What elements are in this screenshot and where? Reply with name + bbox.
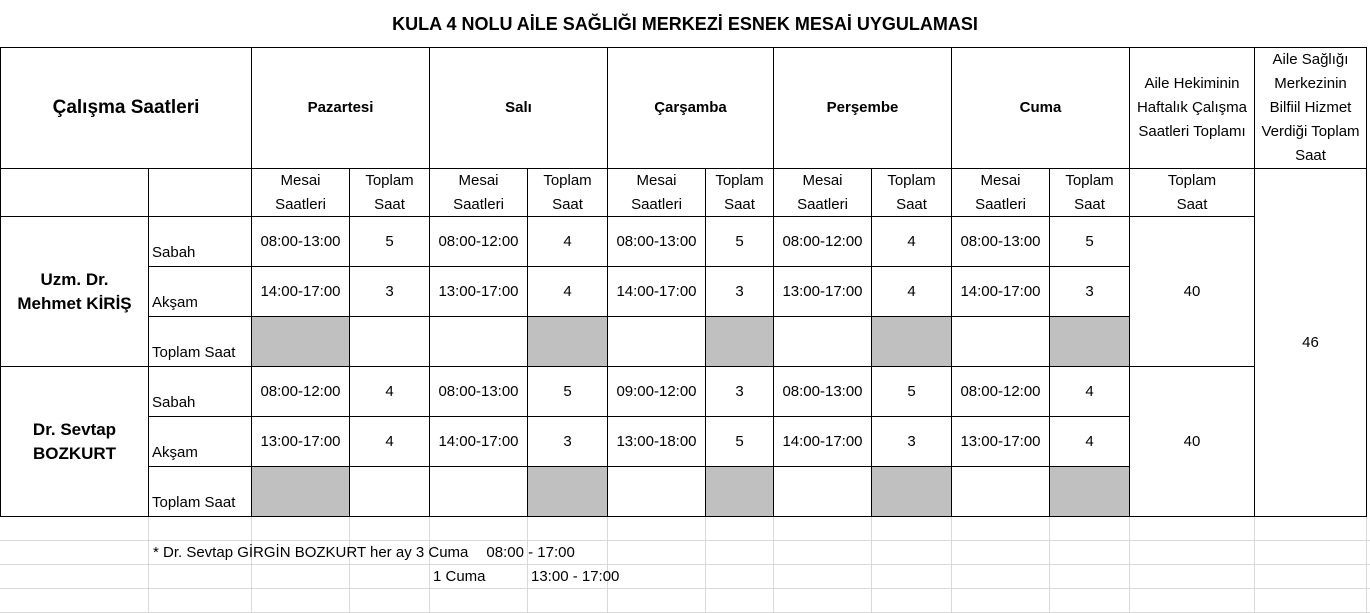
doctor-name-text: Uzm. Dr. Mehmet KİRİŞ: [17, 269, 132, 313]
col-header-hours-text: Mesai Saatleri: [631, 171, 682, 213]
empty-cell: [951, 466, 1050, 517]
shift-label: Sabah: [148, 216, 252, 267]
shaded-cell: [871, 316, 952, 367]
col-header-total-text: Toplam Saat: [1065, 171, 1114, 213]
page-title: KULA 4 NOLU AİLE SAĞLIĞI MERKEZİ ESNEK MESAİ UYGULAMASI: [392, 14, 978, 34]
total-cell: 4: [527, 266, 608, 317]
hours-cell: 13:00-18:00: [607, 416, 706, 467]
col-header-hours: [607, 168, 706, 217]
hours-cell: 13:00-17:00: [429, 266, 528, 317]
col-header-total: [349, 168, 430, 217]
total-cell: 5: [1049, 216, 1130, 267]
shift-label: Toplam Saat: [148, 316, 252, 367]
shaded-cell: [251, 466, 350, 517]
col-header-hours: [429, 168, 528, 217]
hours-cell: 08:00-13:00: [607, 216, 706, 267]
col-header-hours: [251, 168, 350, 217]
gridline: [871, 516, 872, 613]
col-header-total-text: Toplam Saat: [887, 171, 936, 213]
hours-cell: 09:00-12:00: [607, 366, 706, 417]
col-header-total: [1049, 168, 1130, 217]
col-header-total-text: Toplam Saat: [543, 171, 592, 213]
day-header-monday: Pazartesi: [251, 47, 430, 169]
shaded-cell: [251, 316, 350, 367]
empty-cell: [349, 316, 430, 367]
col-header-hours-text: Mesai Saatleri: [453, 171, 504, 213]
total-cell: 4: [527, 216, 608, 267]
shaded-cell: [527, 466, 608, 517]
day-header-tuesday: Salı: [429, 47, 608, 169]
shaded-cell: [1049, 316, 1130, 367]
total-cell: 5: [705, 416, 774, 467]
col-header-weekly-total-text: Toplam Saat: [1167, 171, 1217, 213]
shift-label: Toplam Saat: [148, 466, 252, 517]
empty-cell: [607, 466, 706, 517]
weekly-total-header-text: Aile Hekiminin Haftalık Çalışma Saatleri Toplamı: [1136, 75, 1248, 140]
empty-cell: [607, 316, 706, 367]
total-cell: 4: [871, 266, 952, 317]
gridline: [1129, 516, 1130, 613]
total-cell: 5: [705, 216, 774, 267]
col-header-hours-text: Mesai Saatleri: [797, 171, 848, 213]
gridline: [1049, 516, 1050, 613]
shaded-cell: [1049, 466, 1130, 517]
shaded-cell: [871, 466, 952, 517]
total-cell: 4: [871, 216, 952, 267]
empty-cell: [951, 316, 1050, 367]
hours-cell: 14:00-17:00: [773, 416, 872, 467]
total-cell: 3: [705, 366, 774, 417]
gridline: [1254, 516, 1255, 613]
hours-cell: 08:00-13:00: [251, 216, 350, 267]
empty-cell: [349, 466, 430, 517]
shift-label: Akşam: [148, 266, 252, 317]
hours-cell: 08:00-13:00: [773, 366, 872, 417]
footnote-1: [153, 541, 575, 565]
day-header-wednesday: Çarşamba: [607, 47, 774, 169]
footnote-2-text: 1 Cuma: [433, 568, 486, 585]
working-hours-header: Çalışma Saatleri: [0, 47, 252, 169]
doctor-name: [0, 216, 149, 367]
footnote-2: [433, 565, 486, 589]
footnote-2-time: 13:00 - 17:00: [531, 568, 620, 585]
hours-cell: 13:00-17:00: [251, 416, 350, 467]
day-header-friday: Cuma: [951, 47, 1130, 169]
gridline: [1366, 516, 1367, 613]
col-header-hours-text: Mesai Saatleri: [275, 171, 326, 213]
hours-cell: 13:00-17:00: [951, 416, 1050, 467]
hours-cell: 08:00-12:00: [429, 216, 528, 267]
hours-cell: 08:00-13:00: [429, 366, 528, 417]
col-header-total-text: Toplam Saat: [365, 171, 414, 213]
hours-cell: 13:00-17:00: [773, 266, 872, 317]
col-header-total: [705, 168, 774, 217]
total-cell: 4: [1049, 366, 1130, 417]
gridline: [705, 516, 706, 613]
doctor-name-text: Dr. Sevtap BOZKURT: [32, 419, 117, 463]
shift-label: Akşam: [148, 416, 252, 467]
empty-cell: [429, 316, 528, 367]
weekly-total-value: 40: [1129, 366, 1255, 517]
empty-cell: [773, 466, 872, 517]
total-cell: 5: [527, 366, 608, 417]
col-header-hours-text: Mesai Saatleri: [975, 171, 1026, 213]
center-total-value: 46: [1254, 168, 1367, 517]
total-cell: 3: [527, 416, 608, 467]
empty-cell: [429, 466, 528, 517]
total-cell: 5: [871, 366, 952, 417]
footnote-1-text: * Dr. Sevtap GİRGİN BOZKURT her ay 3 Cuma: [153, 544, 469, 561]
total-cell: 4: [1049, 416, 1130, 467]
col-header-total: [871, 168, 952, 217]
total-cell: 4: [349, 366, 430, 417]
hours-cell: 14:00-17:00: [951, 266, 1050, 317]
hours-cell: 14:00-17:00: [251, 266, 350, 317]
shaded-cell: [705, 466, 774, 517]
doctor-name: [0, 366, 149, 517]
col-header-weekly-total: [1129, 168, 1255, 217]
weekly-total-value: 40: [1129, 216, 1255, 367]
footnote-1-time: 08:00 - 17:00: [486, 544, 575, 561]
shift-label: Sabah: [148, 366, 252, 417]
hours-cell: 08:00-12:00: [951, 366, 1050, 417]
hours-cell: 14:00-17:00: [429, 416, 528, 467]
sub-header-blank: [0, 168, 149, 217]
total-cell: 3: [1049, 266, 1130, 317]
col-header-total: [527, 168, 608, 217]
sub-header-blank: [148, 168, 252, 217]
total-cell: 3: [705, 266, 774, 317]
total-cell: 5: [349, 216, 430, 267]
gridline: [951, 516, 952, 613]
center-total-header: [1254, 47, 1367, 169]
col-header-total-text: Toplam Saat: [715, 171, 764, 213]
total-cell: 3: [871, 416, 952, 467]
weekly-total-header: [1129, 47, 1255, 169]
col-header-hours: [773, 168, 872, 217]
gridline: [148, 516, 149, 613]
gridline: [773, 516, 774, 613]
hours-cell: 08:00-12:00: [773, 216, 872, 267]
shaded-cell: [527, 316, 608, 367]
hours-cell: 14:00-17:00: [607, 266, 706, 317]
hours-cell: 08:00-12:00: [251, 366, 350, 417]
total-cell: 3: [349, 266, 430, 317]
day-header-thursday: Perşembe: [773, 47, 952, 169]
col-header-hours: [951, 168, 1050, 217]
center-total-header-text: Aile Sağlığı Merkezinin Bilfiil Hizmet Verdiği Toplam Saat: [1261, 51, 1360, 164]
hours-cell: 08:00-13:00: [951, 216, 1050, 267]
empty-cell: [773, 316, 872, 367]
gridline: [0, 588, 1370, 589]
shaded-cell: [705, 316, 774, 367]
total-cell: 4: [349, 416, 430, 467]
